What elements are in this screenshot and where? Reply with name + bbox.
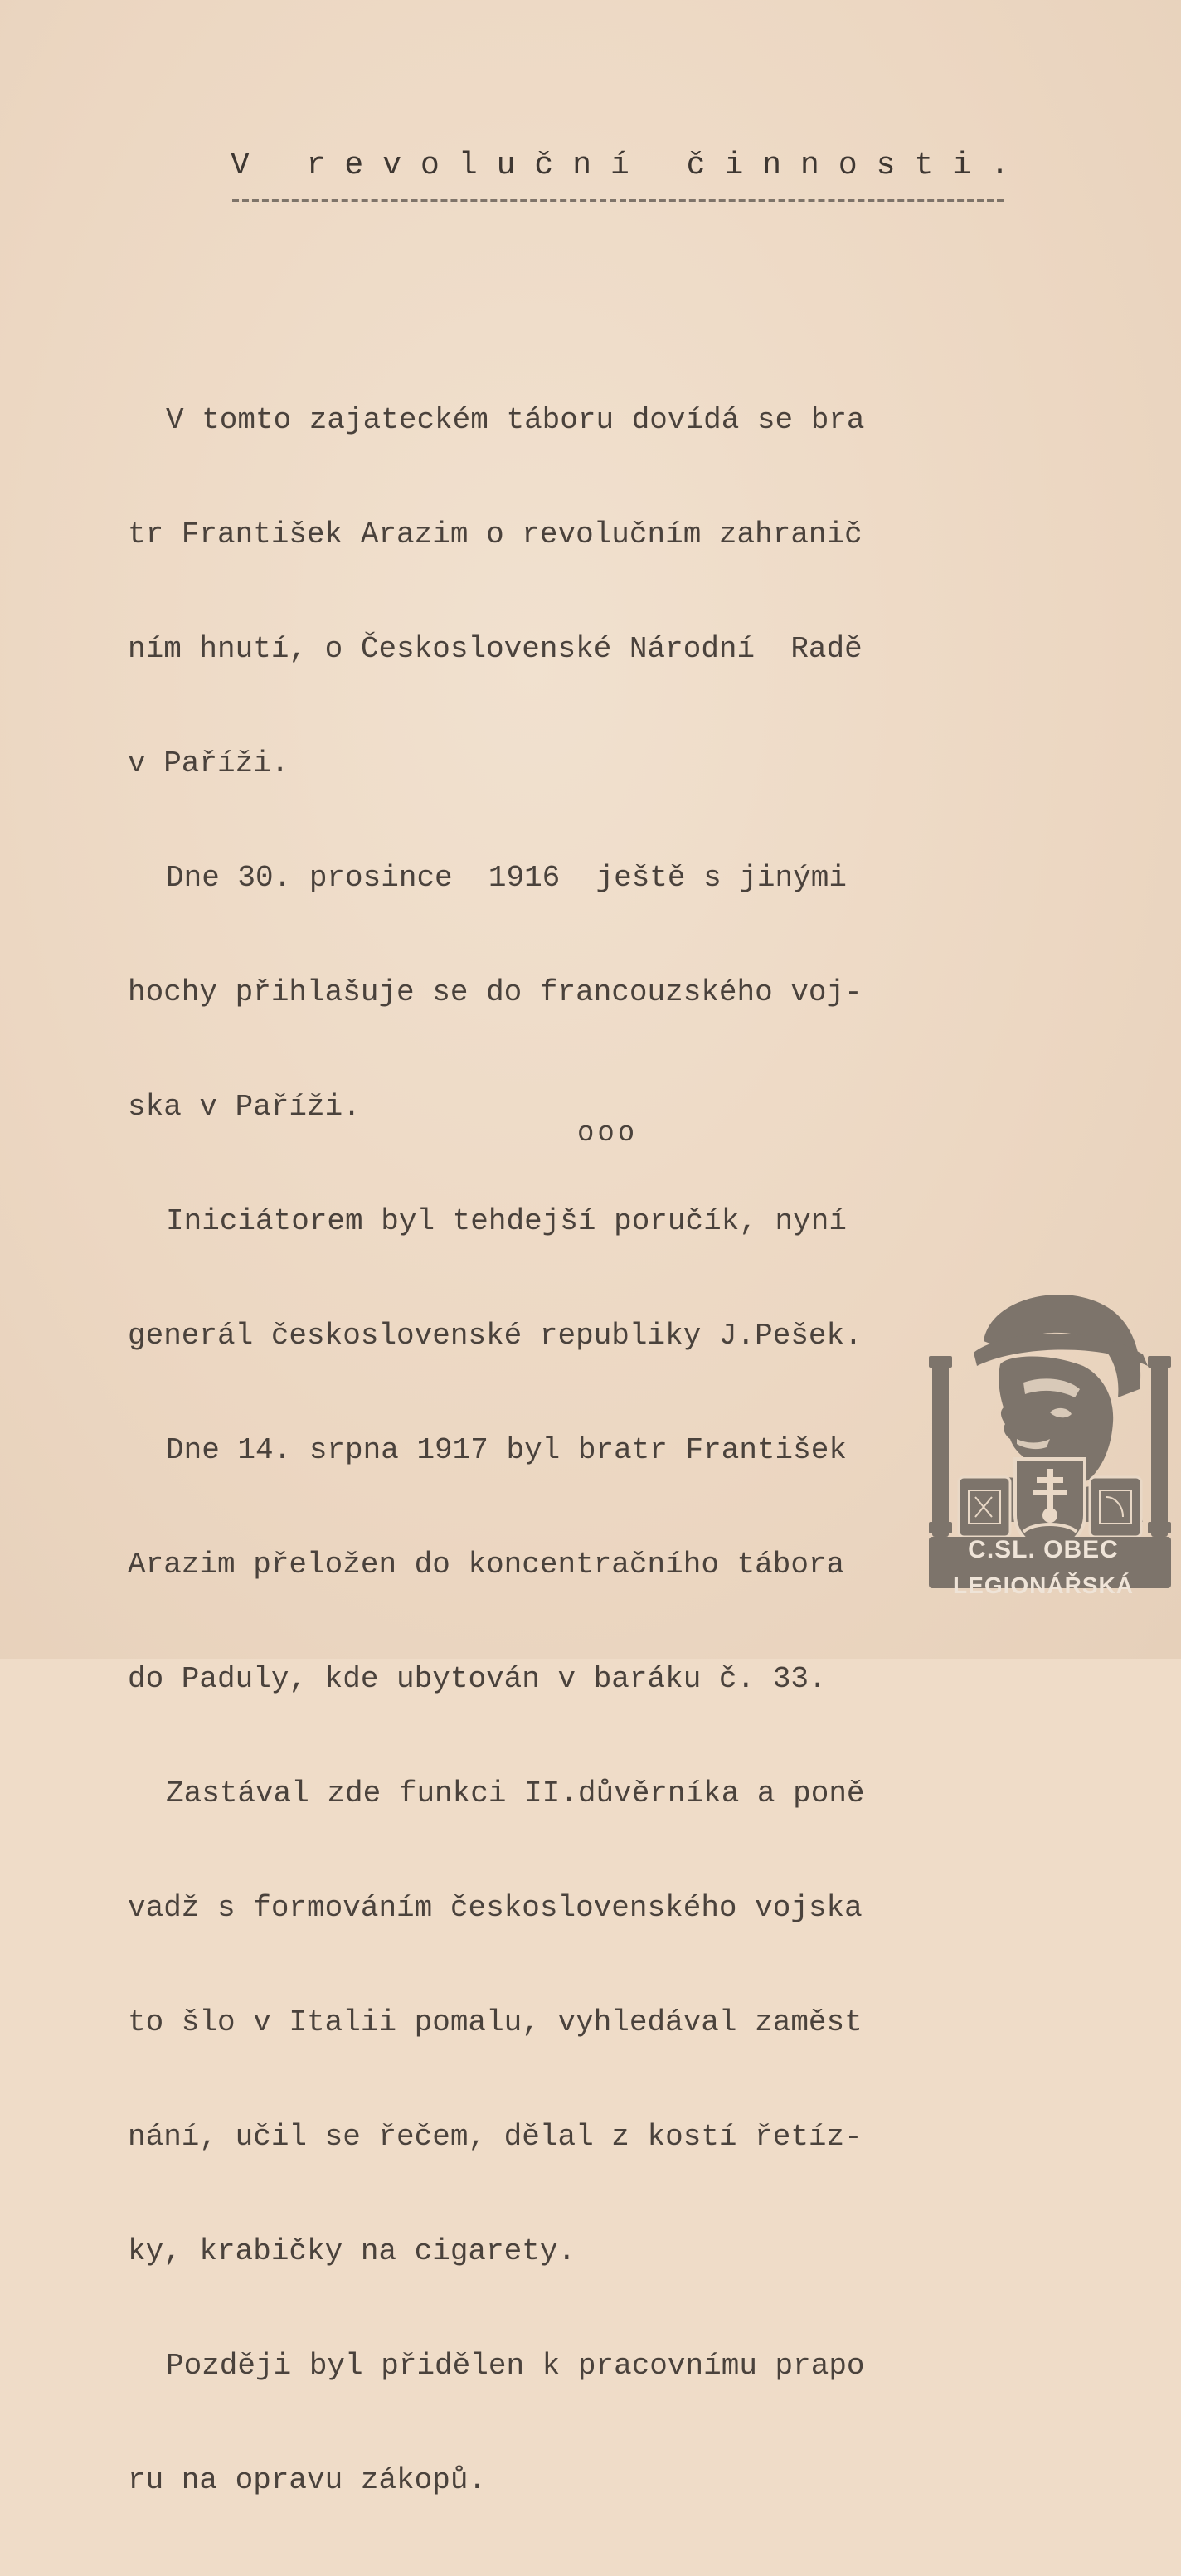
text-line: ska v Paříži. [128,1090,361,1124]
text-line: Arazim přeložen do koncentračního tábora [128,1548,845,1582]
text-line: nání, učil se řečem, dělal z kostí řetíz- [128,2120,863,2154]
text-line: ru na opravu zákopů. [128,2463,487,2497]
text-line: generál československé republiky J.Pešek. [128,1319,863,1353]
text-line: v Paříži. [128,746,289,780]
text-line: do Paduly, kde ubytován v baráku č. 33. [128,1662,827,1696]
text-line: hochy přihlašuje se do francouzského voj- [128,975,863,1009]
text-line: to šlo v Italii pomalu, vyhledával zaměst [128,2005,863,2039]
text-line: Dne 30. prosince 1916 ještě s jinými [166,861,847,895]
logo-text: C.SL. OBEC [968,1536,1119,1563]
text-line: ním hnutí, o Československé Národní Radě [128,632,863,666]
text-line: V tomto zajateckém táboru dovídá se bra [166,403,865,437]
page-title: V revoluční činnosti. [231,148,1028,183]
text-line: Dne 14. srpna 1917 byl bratr František [166,1433,847,1467]
text-line: Iniciátorem byl tehdejší poručík, nyní [166,1204,847,1238]
text-line: vadž s formováním československého vojska [128,1891,863,1925]
text-line: tr František Arazim o revolučním zahranič [128,518,863,552]
text-line: ky, krabičky na cigarety. [128,2234,576,2268]
logo-text: LEGIONÁŘSKÁ [953,1572,1134,1598]
document-body [128,325,1028,2576]
title-underline [232,199,1004,202]
end-mark: ooo [577,1118,639,1149]
text-line: Zastával zde funkci II.důvěrníka a poně [166,1776,865,1810]
text-line: Později byl přidělen k pracovnímu prapo [166,2349,865,2383]
